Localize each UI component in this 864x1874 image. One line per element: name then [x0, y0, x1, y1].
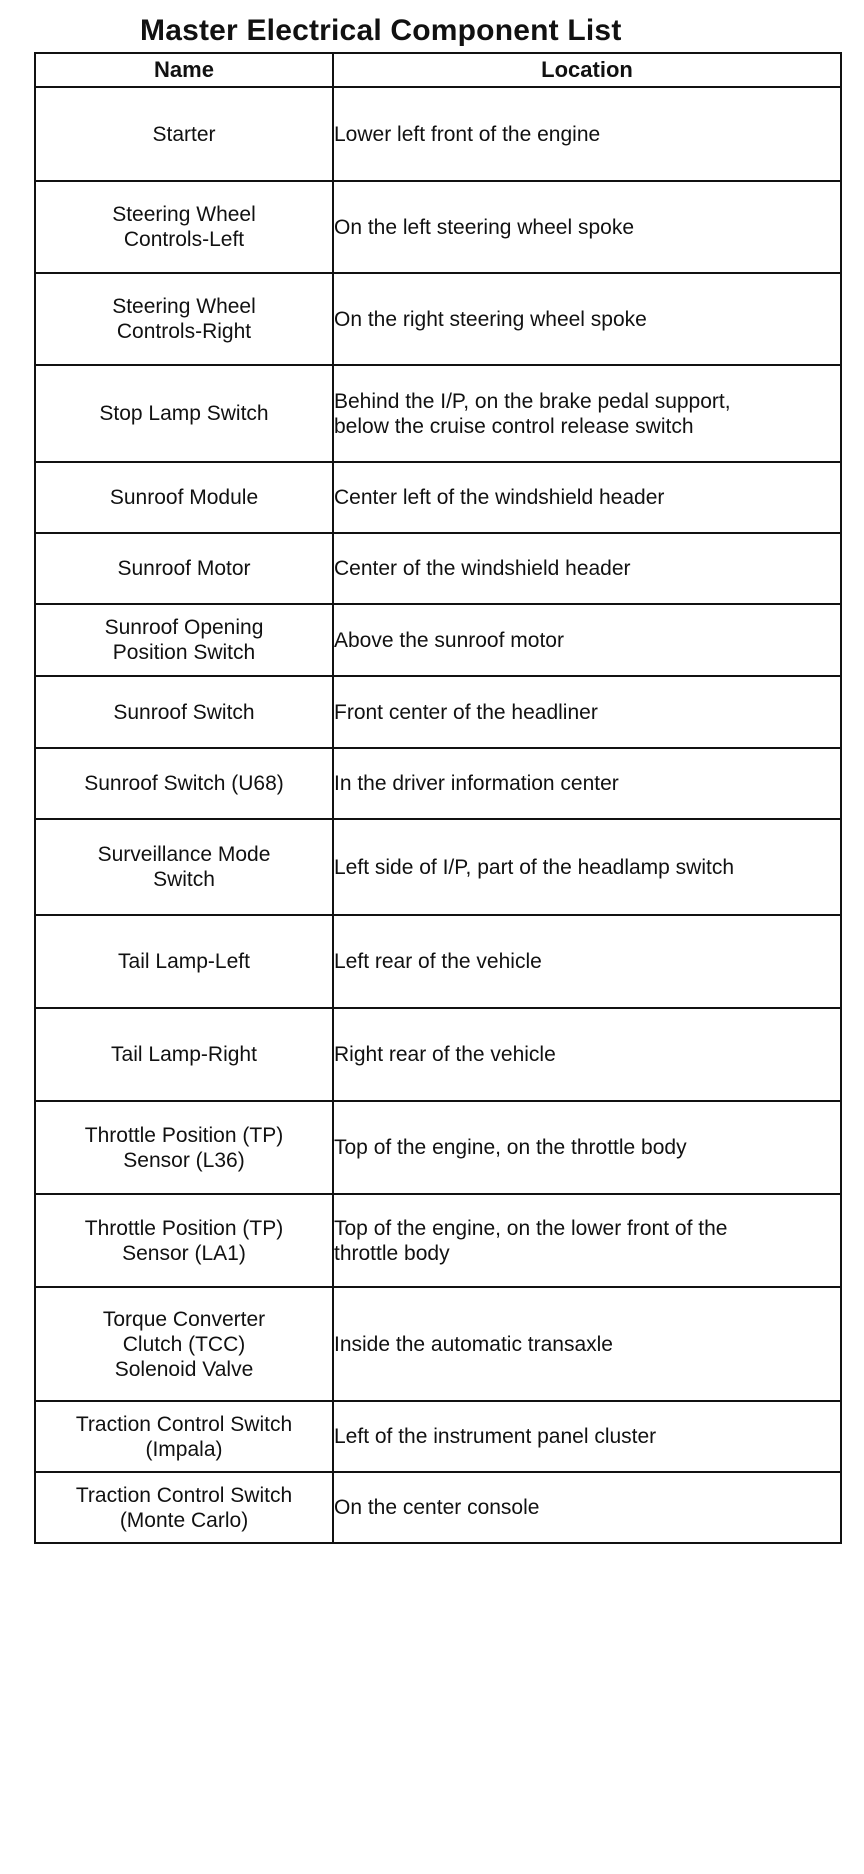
component-table: [34, 52, 842, 1544]
table-row: [35, 915, 841, 1008]
component-location: Left side of I/P, part of the headlamp switch: [333, 819, 841, 915]
component-name: Sunroof Switch (U68): [35, 748, 333, 819]
component-location: In the driver information center: [333, 748, 841, 819]
component-location: Left of the instrument panel cluster: [333, 1401, 841, 1472]
component-location: Center of the windshield header: [333, 533, 841, 604]
table-row: [35, 87, 841, 181]
component-location: Behind the I/P, on the brake pedal support, below the cruise control release switch: [333, 365, 841, 462]
component-name: Throttle Position (TP) Sensor (L36): [35, 1101, 333, 1194]
component-location: On the center console: [333, 1472, 841, 1543]
table-row: [35, 462, 841, 533]
table-row: [35, 1287, 841, 1401]
table-row: [35, 1101, 841, 1194]
table-row: [35, 604, 841, 676]
table-row: [35, 748, 841, 819]
table-row: [35, 1194, 841, 1287]
component-name: Traction Control Switch (Impala): [35, 1401, 333, 1472]
table-row: [35, 365, 841, 462]
table-row: [35, 533, 841, 604]
component-name: Surveillance Mode Switch: [35, 819, 333, 915]
component-name: Sunroof Motor: [35, 533, 333, 604]
table-header-row: [35, 53, 841, 87]
column-header-name: Name: [35, 53, 333, 87]
component-location: Above the sunroof motor: [333, 604, 841, 676]
component-location: On the right steering wheel spoke: [333, 273, 841, 365]
component-location: Top of the engine, on the lower front of the throttle body: [333, 1194, 841, 1287]
component-name: Torque Converter Clutch (TCC) Solenoid Valve: [35, 1287, 333, 1401]
table-row: [35, 273, 841, 365]
component-name: Steering Wheel Controls-Right: [35, 273, 333, 365]
table-row: [35, 181, 841, 273]
component-name: Sunroof Module: [35, 462, 333, 533]
table-row: [35, 1472, 841, 1543]
component-location: Left rear of the vehicle: [333, 915, 841, 1008]
component-location: Top of the engine, on the throttle body: [333, 1101, 841, 1194]
component-location: Center left of the windshield header: [333, 462, 841, 533]
component-name: Steering Wheel Controls-Left: [35, 181, 333, 273]
table-row: [35, 676, 841, 748]
table-row: [35, 1008, 841, 1101]
component-name: Traction Control Switch (Monte Carlo): [35, 1472, 333, 1543]
component-name: Stop Lamp Switch: [35, 365, 333, 462]
component-location: Lower left front of the engine: [333, 87, 841, 181]
page-title: Master Electrical Component List: [140, 14, 622, 47]
component-name: Tail Lamp-Left: [35, 915, 333, 1008]
component-location: Right rear of the vehicle: [333, 1008, 841, 1101]
table-row: [35, 1401, 841, 1472]
component-location: Inside the automatic transaxle: [333, 1287, 841, 1401]
column-header-location: Location: [333, 53, 841, 87]
component-name: Sunroof Switch: [35, 676, 333, 748]
component-location: Front center of the headliner: [333, 676, 841, 748]
table-row: [35, 819, 841, 915]
component-location: On the left steering wheel spoke: [333, 181, 841, 273]
component-name: Throttle Position (TP) Sensor (LA1): [35, 1194, 333, 1287]
component-name: Starter: [35, 87, 333, 181]
component-name: Sunroof Opening Position Switch: [35, 604, 333, 676]
component-name: Tail Lamp-Right: [35, 1008, 333, 1101]
